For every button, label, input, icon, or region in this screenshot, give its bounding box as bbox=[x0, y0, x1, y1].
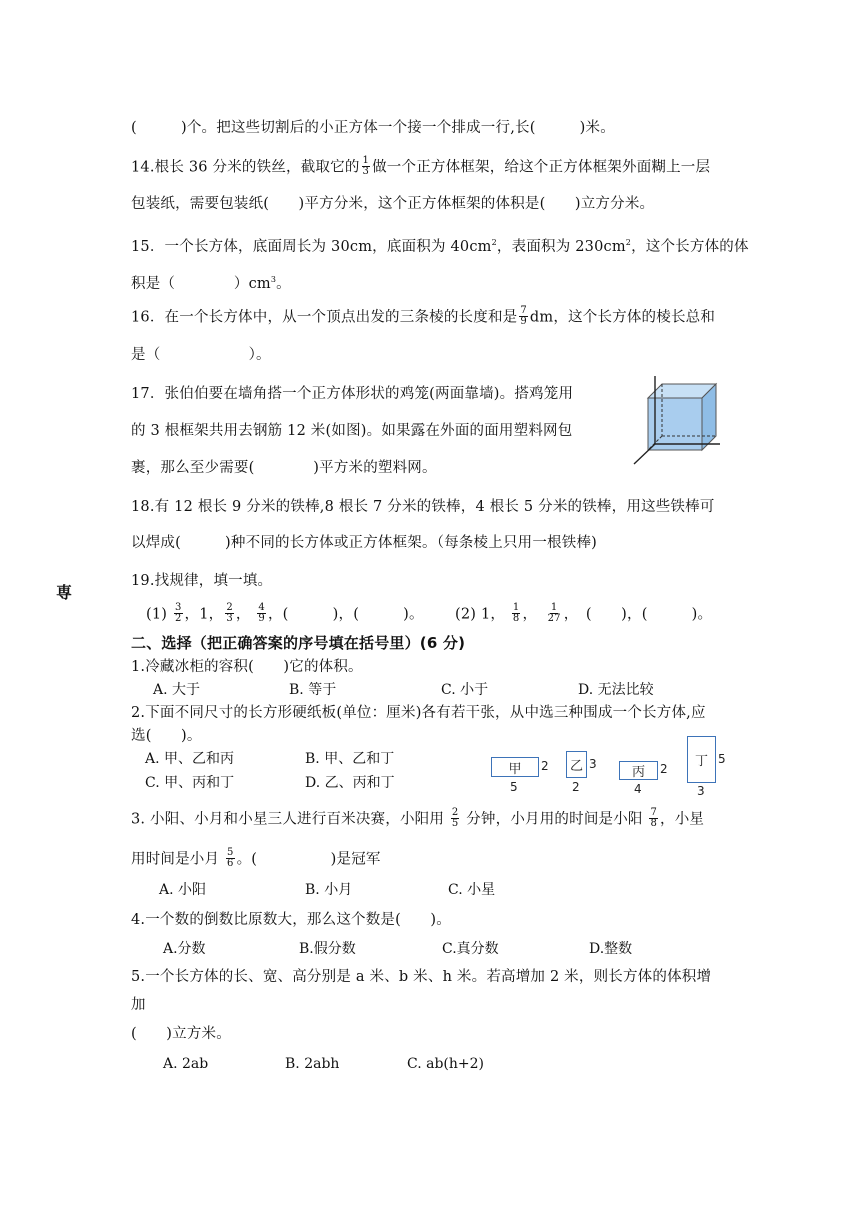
cube-figure bbox=[622, 374, 722, 468]
cube-front-face bbox=[648, 398, 702, 450]
q14-line1: 14.根长 36 分米的铁丝，截取它的 $\frac{1}{3}$ 做一个正方体框架，给这个正方体框架外面糊上一层 bbox=[131, 155, 711, 177]
c2-option-d: D. 乙、丙和丁 bbox=[305, 775, 395, 791]
q19-part2: (2) 1， $\frac{1}{8}$ ， $\frac{1}{27}$ ， ( )，( )。 bbox=[455, 602, 713, 624]
margin-char: 専 bbox=[56, 583, 73, 602]
c5-line3: ( )立方米。 bbox=[131, 1026, 231, 1042]
fraction: $\frac{1}{3}$ bbox=[362, 155, 370, 177]
c5-line2: 加 bbox=[131, 997, 146, 1013]
c2-option-a: A. 甲、乙和丙 bbox=[145, 751, 235, 767]
board-bing-width: 4 bbox=[634, 782, 642, 796]
c1-option-a: A. 大于 bbox=[153, 682, 201, 698]
c3-line1: 3. 小阳、小月和小星三人进行百米决赛，小阳用 $\frac{2}{5}$ 分钟，小月用的时间是小阳 $\frac{7}{8}$ ，小星 bbox=[131, 807, 705, 829]
q17-line3: 裹，那么至少需要( )平方米的塑料网。 bbox=[131, 460, 437, 476]
c5-option-c: C. ab(h+2) bbox=[407, 1056, 484, 1072]
c4-option-b: B.假分数 bbox=[299, 941, 356, 957]
q19-part1: (1) $\frac{3}{2}$ ，1， $\frac{2}{3}$ ， $\frac{4}{9}$ ，( )，( )。 bbox=[146, 602, 424, 624]
c4-option-c: C.真分数 bbox=[442, 941, 499, 957]
board-jia: 甲 bbox=[491, 757, 539, 777]
c5-line1: 5.一个长方体的长、宽、高分别是 a 米、b 米、h 米。若高增加 2 米，则长方体的体积增 bbox=[131, 969, 712, 985]
board-yi-width: 2 bbox=[572, 780, 580, 794]
c4-option-d: D.整数 bbox=[589, 941, 633, 957]
board-jia-width: 5 bbox=[510, 780, 518, 794]
q16-line2: 是（ ）。 bbox=[131, 347, 271, 363]
board-ding-height: 5 bbox=[718, 752, 726, 766]
q18-line2: 以焊成( )种不同的长方体或正方体框架。（每条棱上只用一根铁棒) bbox=[131, 535, 598, 551]
q17-line2: 的 3 根框架共用去钢筋 12 米(如图)。如果露在外面的面用塑料网包 bbox=[131, 423, 573, 439]
q17-line1: 17．张伯伯要在墙角搭一个正方体形状的鸡笼(两面靠墙)。搭鸡笼用 bbox=[131, 386, 574, 402]
board-ding-width: 3 bbox=[697, 784, 705, 798]
c2-option-b: B. 甲、乙和丁 bbox=[305, 751, 395, 767]
c3-option-c: C. 小星 bbox=[448, 882, 496, 898]
board-bing: 丙 bbox=[619, 761, 658, 780]
c3-line2: 用时间是小月 $\frac{5}{6}$ 。( )是冠军 bbox=[131, 847, 381, 869]
c4-option-a: A.分数 bbox=[163, 941, 206, 957]
board-jia-height: 2 bbox=[541, 759, 549, 773]
c1-option-c: C. 小于 bbox=[441, 682, 489, 698]
c5-option-a: A. 2ab bbox=[163, 1056, 209, 1072]
q14-line2: 包装纸，需要包装纸( )平方分米，这个正方体框架的体积是( )立方分米。 bbox=[131, 196, 655, 212]
c3-option-b: B. 小月 bbox=[305, 882, 353, 898]
wall-edge-left bbox=[634, 444, 655, 464]
board-bing-height: 2 bbox=[660, 762, 668, 776]
q19-title: 19.找规律，填一填。 bbox=[131, 573, 273, 589]
q18-line1: 18.有 12 根长 9 分米的铁棒,8 根长 7 分米的铁棒，4 根长 5 分米的铁棒，用这些铁棒可 bbox=[131, 499, 715, 515]
board-yi-height: 3 bbox=[589, 757, 597, 771]
section2-title: 二、选择（把正确答案的序号填在括号里）(6 分) bbox=[131, 634, 466, 652]
c3-option-a: A. 小阳 bbox=[159, 882, 207, 898]
c4-stem: 4.一个数的倒数比原数大，那么这个数是( )。 bbox=[131, 912, 451, 928]
fraction: $\frac{7}{9}$ bbox=[520, 305, 527, 327]
c2-option-c: C. 甲、丙和丁 bbox=[145, 775, 235, 791]
c2-line1: 2.下面不同尺寸的长方形硬纸板(单位：厘米)各有若干张，从中选三种围成一个长方体,应 bbox=[131, 705, 706, 721]
c1-stem: 1.冷藏冰柜的容积( )它的体积。 bbox=[131, 659, 363, 675]
c5-option-b: B. 2abh bbox=[285, 1056, 340, 1072]
c1-option-d: D. 无法比较 bbox=[578, 682, 654, 698]
q15-line1: 15．一个长方体，底面周长为 30cm，底面积为 $40cm^2$，表面积为 $230cm^2$，这个长方体的体 bbox=[131, 238, 749, 255]
q13-tail: ( )个。把这些切割后的小正方体一个接一个排成一行,长( )米。 bbox=[131, 120, 615, 136]
board-yi: 乙 bbox=[566, 751, 587, 778]
c1-option-b: B. 等于 bbox=[289, 682, 337, 698]
q16-line1: 16．在一个长方体中，从一个顶点出发的三条棱的长度和是 $\frac{7}{9}$ dm，这个长方体的棱长总和 bbox=[131, 305, 716, 327]
c2-line2: 选( )。 bbox=[131, 728, 202, 744]
q15-line2: 积是（ ）$cm^3$。 bbox=[131, 275, 291, 292]
board-ding: 丁 bbox=[687, 736, 716, 783]
